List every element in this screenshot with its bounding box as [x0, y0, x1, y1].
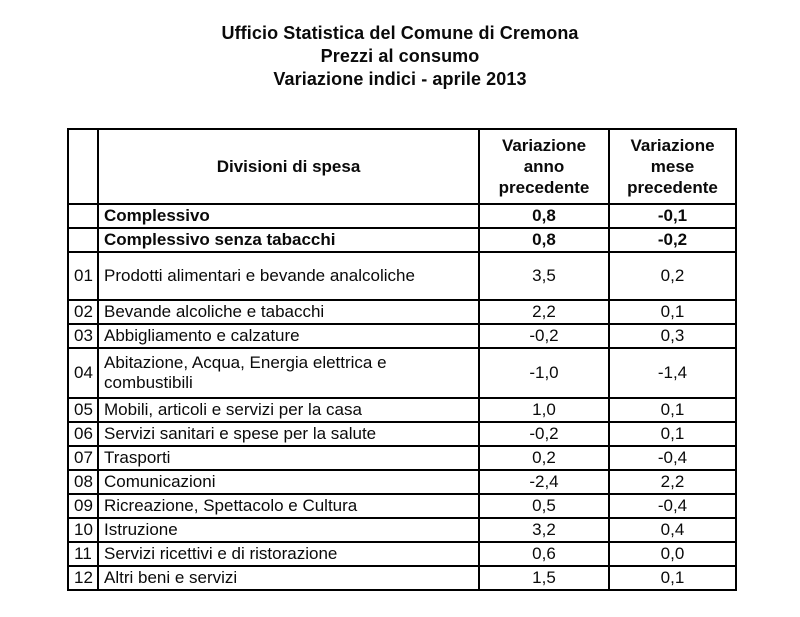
- table-row: [68, 422, 736, 446]
- title-line-period: Variazione indici - aprile 2013: [273, 69, 527, 89]
- col-header-code: [68, 129, 98, 204]
- row-division: Mobili, articoli e servizi per la casa: [98, 398, 479, 422]
- col-header-prev-year: Variazione anno precedente: [479, 129, 609, 204]
- row-code: 10: [68, 518, 98, 542]
- row-division: Complessivo: [98, 204, 479, 228]
- table-row: [68, 470, 736, 494]
- row-code: 01: [68, 252, 98, 300]
- row-prev-month-value: -1,4: [609, 348, 736, 398]
- row-prev-year-value: -1,0: [479, 348, 609, 398]
- row-prev-month-value: 0,3: [609, 324, 736, 348]
- row-division: Trasporti: [98, 446, 479, 470]
- row-prev-month-value: -0,4: [609, 446, 736, 470]
- row-division: Complessivo senza tabacchi: [98, 228, 479, 252]
- document-title: [0, 22, 800, 91]
- row-code: 04: [68, 348, 98, 398]
- row-prev-year-value: 0,6: [479, 542, 609, 566]
- row-prev-year-value: -0,2: [479, 422, 609, 446]
- row-code: [68, 228, 98, 252]
- table-row-overall: [68, 204, 736, 228]
- row-prev-month-value: -0,2: [609, 228, 736, 252]
- table-row-overall-no-tobacco: [68, 228, 736, 252]
- row-code: 08: [68, 470, 98, 494]
- row-division: Ricreazione, Spettacolo e Cultura: [98, 494, 479, 518]
- table-row: [68, 252, 736, 300]
- table-row: [68, 348, 736, 398]
- row-code: 09: [68, 494, 98, 518]
- row-prev-year-value: 1,5: [479, 566, 609, 590]
- title-line-subject: Prezzi al consumo: [320, 46, 480, 66]
- row-code: 07: [68, 446, 98, 470]
- title-line-office: Ufficio Statistica del Comune di Cremona: [221, 23, 579, 43]
- table-row: [68, 566, 736, 590]
- table-header-row: [68, 129, 736, 204]
- row-prev-year-value: 0,2: [479, 446, 609, 470]
- table-row: [68, 300, 736, 324]
- table-row: [68, 398, 736, 422]
- row-division: Prodotti alimentari e bevande analcoliche: [98, 252, 479, 300]
- row-code: [68, 204, 98, 228]
- table-row: [68, 324, 736, 348]
- row-division: Bevande alcoliche e tabacchi: [98, 300, 479, 324]
- row-division: Servizi ricettivi e di ristorazione: [98, 542, 479, 566]
- row-prev-month-value: 0,1: [609, 398, 736, 422]
- row-prev-month-value: 0,1: [609, 422, 736, 446]
- row-prev-month-value: -0,4: [609, 494, 736, 518]
- col-header-prev-month: Variazione mese precedente: [609, 129, 736, 204]
- row-prev-month-value: 0,4: [609, 518, 736, 542]
- row-prev-month-value: 0,2: [609, 252, 736, 300]
- row-prev-year-value: 3,2: [479, 518, 609, 542]
- row-prev-year-value: 0,8: [479, 228, 609, 252]
- row-division: Istruzione: [98, 518, 479, 542]
- table-row: [68, 446, 736, 470]
- col-header-division: Divisioni di spesa: [98, 129, 479, 204]
- row-prev-year-value: 1,0: [479, 398, 609, 422]
- table-row: [68, 518, 736, 542]
- row-code: 03: [68, 324, 98, 348]
- row-code: 12: [68, 566, 98, 590]
- row-prev-year-value: -2,4: [479, 470, 609, 494]
- row-prev-year-value: 0,5: [479, 494, 609, 518]
- row-prev-month-value: 0,1: [609, 300, 736, 324]
- row-code: 02: [68, 300, 98, 324]
- row-code: 05: [68, 398, 98, 422]
- row-prev-month-value: -0,1: [609, 204, 736, 228]
- row-prev-month-value: 0,0: [609, 542, 736, 566]
- row-division: Abitazione, Acqua, Energia elettrica e combustibili: [98, 348, 479, 398]
- row-prev-year-value: -0,2: [479, 324, 609, 348]
- row-prev-year-value: 2,2: [479, 300, 609, 324]
- row-code: 06: [68, 422, 98, 446]
- row-prev-month-value: 2,2: [609, 470, 736, 494]
- row-prev-year-value: 3,5: [479, 252, 609, 300]
- row-division: Servizi sanitari e spese per la salute: [98, 422, 479, 446]
- row-division: Altri beni e servizi: [98, 566, 479, 590]
- row-division: Abbigliamento e calzature: [98, 324, 479, 348]
- table-row: [68, 494, 736, 518]
- row-code: 11: [68, 542, 98, 566]
- table-row: [68, 542, 736, 566]
- row-prev-year-value: 0,8: [479, 204, 609, 228]
- row-division: Comunicazioni: [98, 470, 479, 494]
- price-index-table: [67, 128, 737, 591]
- row-prev-month-value: 0,1: [609, 566, 736, 590]
